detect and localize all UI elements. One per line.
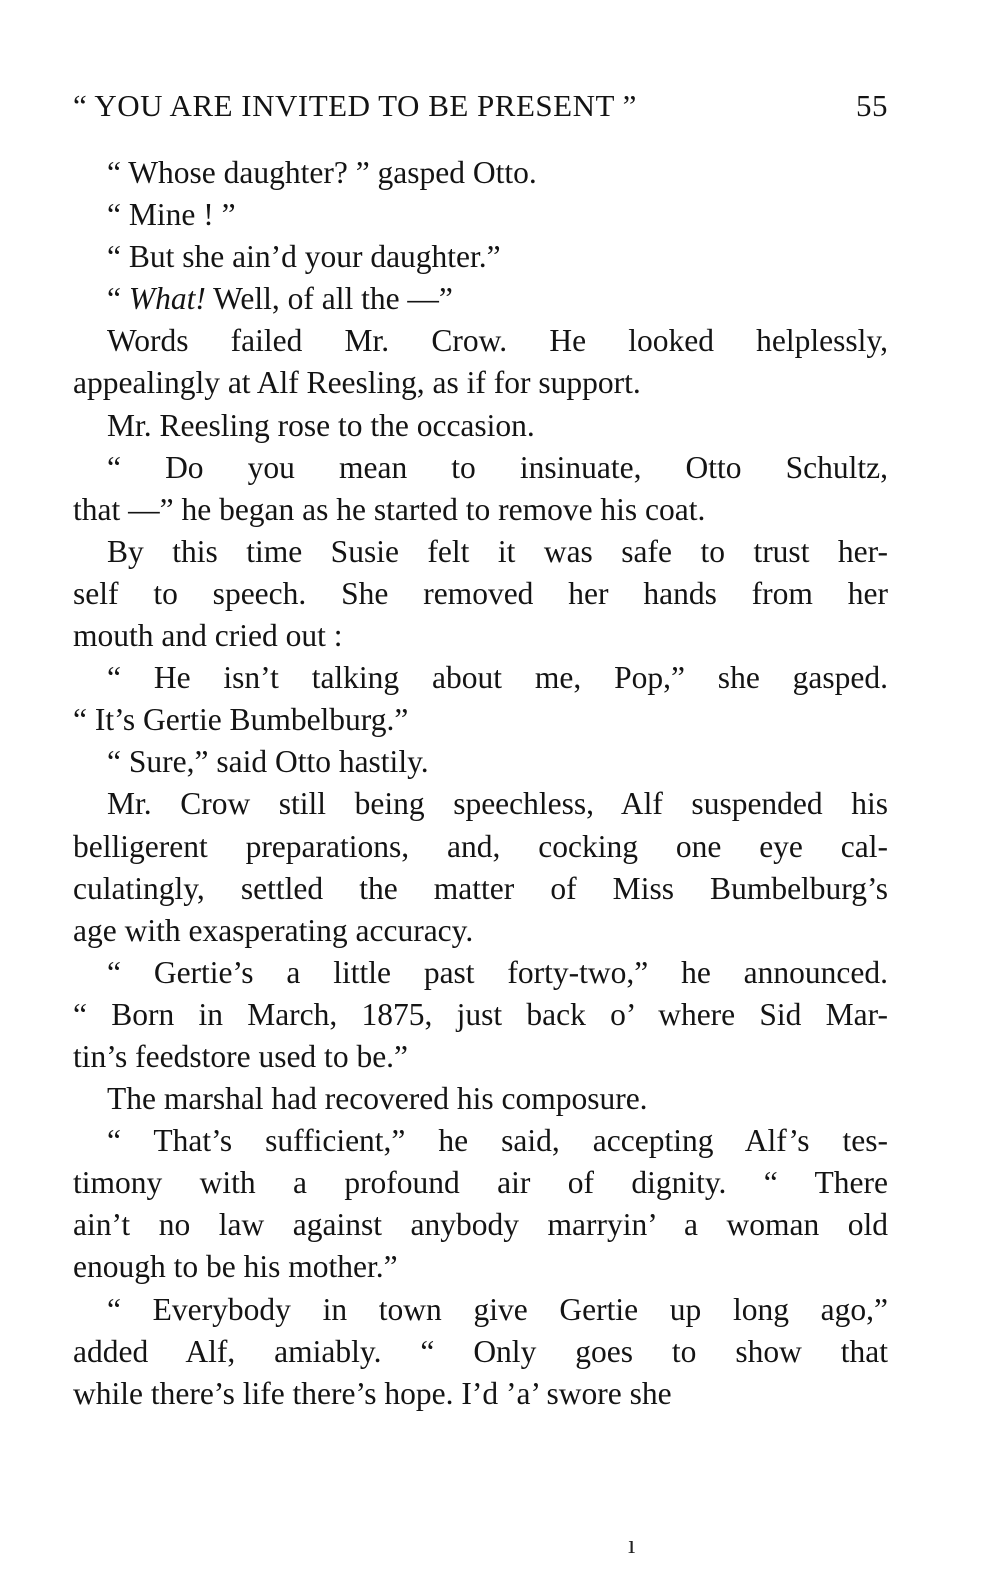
text-line: Words failed Mr. Crow. He looked helplessly,	[107, 323, 888, 359]
text-line: belligerent preparations, and, cocking one eye cal-	[73, 828, 888, 864]
paragraph	[73, 1078, 888, 1120]
text-line: timony with a profound air of dignity. “ There	[73, 1165, 888, 1201]
paragraph	[73, 1289, 888, 1415]
text-line: “ That’s sufficient,” he said, accepting Alf’s tes-	[107, 1123, 888, 1159]
running-title: “ YOU ARE INVITED TO BE PRESENT ”	[73, 88, 637, 123]
text-line: The marshal had recovered his composure.	[107, 1081, 648, 1117]
paragraph	[73, 405, 888, 447]
text-line: mouth and cried out :	[73, 618, 343, 654]
text-line: “ What! Well, of all the —”	[107, 281, 453, 317]
paragraph	[73, 194, 888, 236]
text-line: Mr. Crow still being speechless, Alf suspended his	[107, 786, 888, 822]
paragraph	[73, 1120, 888, 1288]
text-line: “ He isn’t talking about me, Pop,” she gasped.	[107, 660, 888, 696]
paragraph	[73, 952, 888, 1078]
paragraph	[73, 152, 888, 194]
paragraph	[73, 531, 888, 657]
text-line: “ It’s Gertie Bumbelburg.”	[73, 702, 409, 738]
footer-mark: ı	[628, 1530, 636, 1559]
paragraph	[73, 657, 888, 741]
text-line: “ Born in March, 1875, just back o’ where Sid Mar-	[73, 996, 888, 1032]
body-text	[73, 152, 888, 1415]
text-line: enough to be his mother.”	[73, 1249, 398, 1285]
running-header	[73, 80, 888, 132]
text-line: “ Whose daughter? ” gasped Otto.	[107, 155, 537, 190]
page-number: 55	[856, 88, 888, 123]
text-line: By this time Susie felt it was safe to trust her-	[107, 533, 888, 569]
text-line: that —” he began as he started to remove his coat.	[73, 491, 706, 527]
text-line: “ Do you mean to insinuate, Otto Schultz,	[107, 449, 888, 485]
italic-word: What!	[128, 281, 206, 317]
paragraph	[73, 236, 888, 278]
text-line: self to speech. She removed her hands from her	[73, 575, 888, 611]
text-line: appealingly at Alf Reesling, as if for support.	[73, 365, 641, 401]
text-line: ain’t no law against anybody marryin’ a woman old	[73, 1207, 888, 1243]
text-line: “ Sure,” said Otto hastily.	[107, 744, 429, 780]
text-line: tin’s feedstore used to be.”	[73, 1038, 409, 1074]
text-line: “ Mine ! ”	[107, 197, 236, 233]
text-line: culatingly, settled the matter of Miss Bumbelburg’s	[73, 870, 888, 906]
paragraph	[73, 741, 888, 783]
paragraph	[73, 320, 888, 404]
text-line: while there’s life there’s hope. I’d ’a’ swore she	[73, 1375, 672, 1411]
text-line: age with exasperating accuracy.	[73, 912, 474, 948]
text-line: “ Everybody in town give Gertie up long ago,”	[107, 1291, 888, 1327]
paragraph	[73, 783, 888, 951]
text-line: “ But she ain’d your daughter.”	[107, 239, 501, 275]
text-line: Mr. Reesling rose to the occasion.	[107, 407, 535, 443]
paragraph	[73, 447, 888, 531]
text-line: “ Gertie’s a little past forty-two,” he announced.	[107, 954, 888, 990]
text-line: added Alf, amiably. “ Only goes to show that	[73, 1333, 888, 1369]
book-page	[73, 80, 888, 1415]
paragraph	[73, 278, 888, 320]
